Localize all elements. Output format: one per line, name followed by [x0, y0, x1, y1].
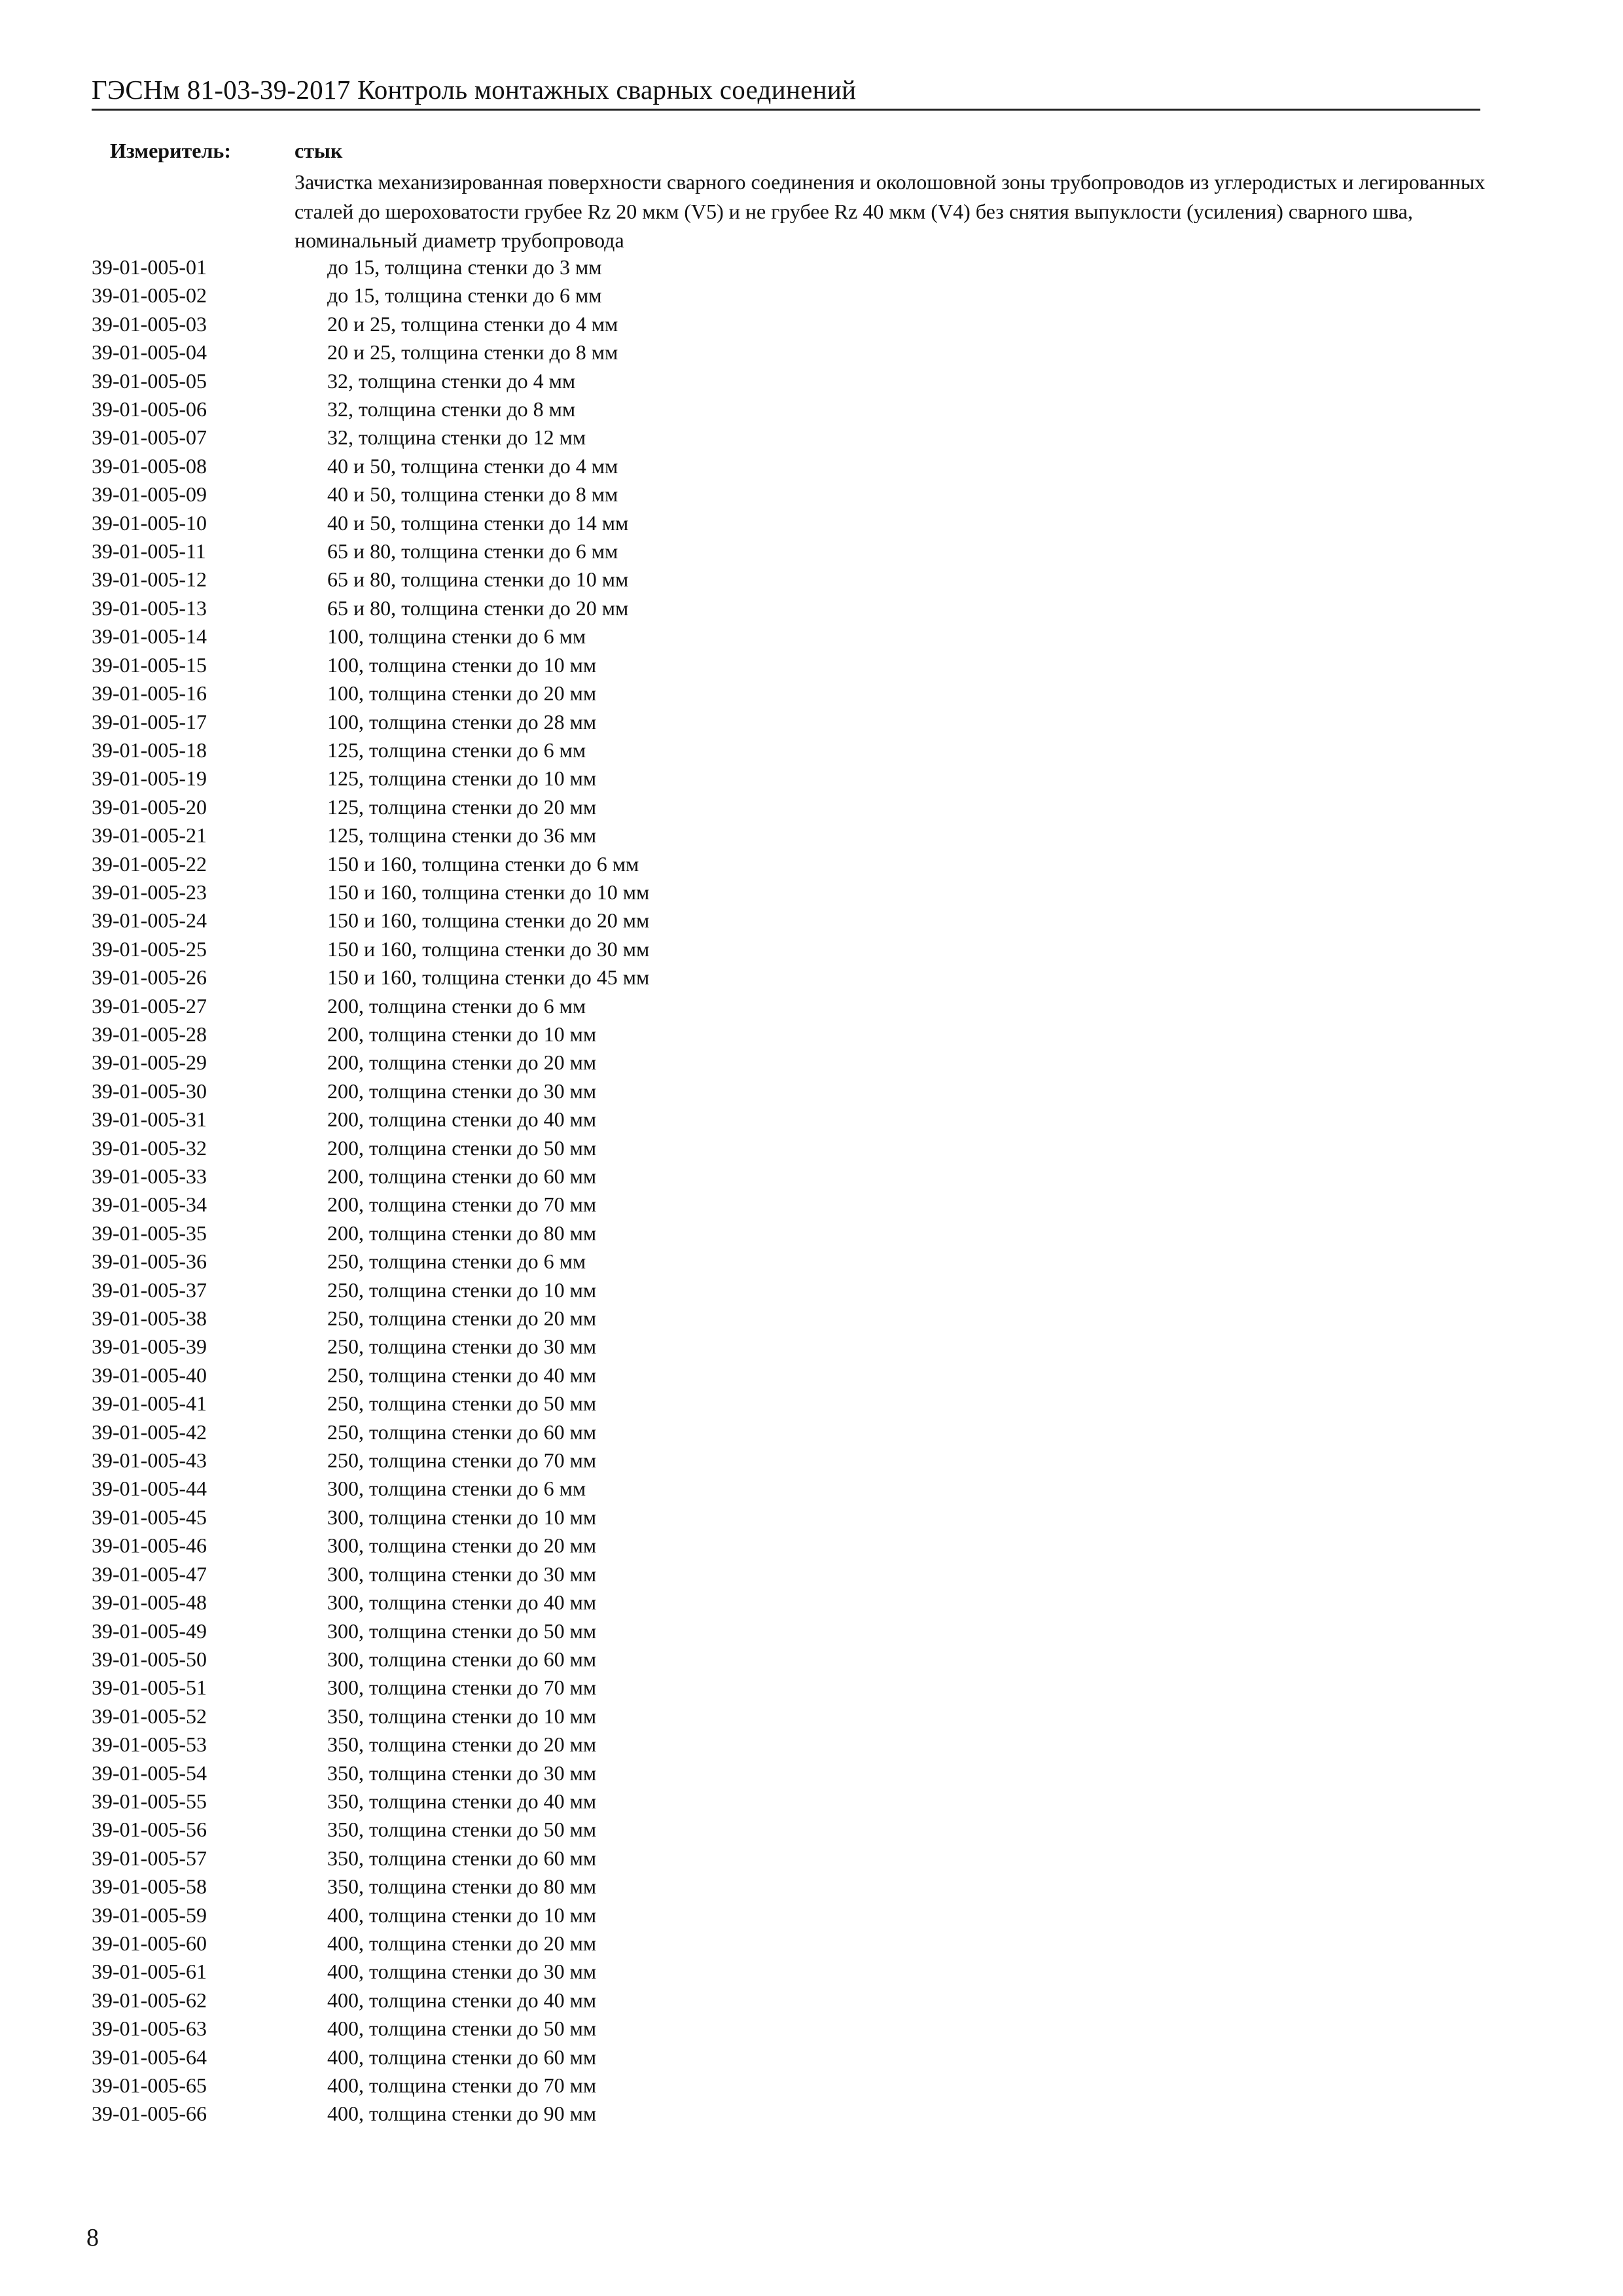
norm-code: 39-01-005-37 — [92, 1278, 207, 1302]
norm-row — [92, 736, 1466, 764]
norm-code: 39-01-005-03 — [92, 312, 207, 336]
norm-description: 300, толщина стенки до 50 мм — [327, 1619, 597, 1643]
norm-code: 39-01-005-21 — [92, 823, 207, 848]
meter-label: Измеритель: — [110, 139, 231, 162]
norm-code: 39-01-005-33 — [92, 1164, 207, 1188]
norm-description: 150 и 160, толщина стенки до 20 мм — [327, 908, 650, 933]
norm-description: 32, толщина стенки до 4 мм — [327, 368, 576, 393]
norm-row — [92, 1390, 1466, 1418]
norm-code: 39-01-005-52 — [92, 1704, 207, 1728]
norm-row — [92, 310, 1466, 338]
norm-row — [92, 1077, 1466, 1105]
norm-code: 39-01-005-48 — [92, 1590, 207, 1615]
norm-description: 400, толщина стенки до 30 мм — [327, 1960, 597, 1984]
norm-code: 39-01-005-30 — [92, 1079, 207, 1103]
norm-row — [92, 367, 1466, 395]
norm-description: 200, толщина стенки до 60 мм — [327, 1164, 597, 1188]
norm-code: 39-01-005-61 — [92, 1960, 207, 1984]
norm-code: 39-01-005-66 — [92, 2102, 207, 2126]
norm-description: 200, толщина стенки до 30 мм — [327, 1079, 597, 1103]
norm-row — [92, 1588, 1466, 1617]
norm-code: 39-01-005-07 — [92, 425, 207, 450]
norm-code: 39-01-005-25 — [92, 937, 207, 961]
norm-description: 250, толщина стенки до 30 мм — [327, 1335, 597, 1359]
norm-description: 150 и 160, толщина стенки до 6 мм — [327, 852, 639, 876]
norm-row — [92, 452, 1466, 480]
norm-code: 39-01-005-05 — [92, 368, 207, 393]
norm-row — [92, 1986, 1466, 2015]
norm-row — [92, 850, 1466, 878]
norm-code: 39-01-005-58 — [92, 1874, 207, 1899]
norm-code: 39-01-005-31 — [92, 1107, 207, 1132]
norm-row — [92, 253, 1466, 281]
norm-description: 250, толщина стенки до 60 мм — [327, 1420, 597, 1444]
norm-description: 20 и 25, толщина стенки до 8 мм — [327, 340, 618, 365]
norm-code: 39-01-005-56 — [92, 1818, 207, 1842]
norm-description: 300, толщина стенки до 30 мм — [327, 1562, 597, 1586]
norm-description: 350, толщина стенки до 80 мм — [327, 1874, 597, 1899]
norm-row — [92, 2015, 1466, 2043]
norm-code: 39-01-005-11 — [92, 539, 206, 564]
norm-row — [92, 935, 1466, 963]
norm-code: 39-01-005-62 — [92, 1988, 207, 2012]
norm-description: 400, толщина стенки до 50 мм — [327, 2017, 597, 2041]
norm-description: 300, толщина стенки до 20 мм — [327, 1534, 597, 1558]
norm-code: 39-01-005-19 — [92, 766, 207, 791]
norm-row — [92, 281, 1466, 310]
norm-row — [92, 651, 1466, 679]
norm-row — [92, 1645, 1466, 1674]
norm-code: 39-01-005-04 — [92, 340, 207, 365]
norm-description: 350, толщина стенки до 40 мм — [327, 1789, 597, 1813]
norm-row — [92, 1020, 1466, 1049]
norm-row — [92, 338, 1466, 367]
norm-description: 350, толщина стенки до 10 мм — [327, 1704, 597, 1728]
norm-code: 39-01-005-13 — [92, 596, 207, 620]
norm-row — [92, 480, 1466, 509]
norm-description: 32, толщина стенки до 8 мм — [327, 397, 576, 422]
norm-row — [92, 1674, 1466, 1702]
norm-code: 39-01-005-59 — [92, 1903, 207, 1927]
norm-description: 400, толщина стенки до 10 мм — [327, 1903, 597, 1927]
norm-code: 39-01-005-51 — [92, 1676, 207, 1700]
norm-description: 250, толщина стенки до 50 мм — [327, 1391, 597, 1416]
norm-row — [92, 1844, 1466, 1873]
norm-description: 150 и 160, толщина стенки до 45 мм — [327, 965, 650, 990]
norm-code: 39-01-005-22 — [92, 852, 207, 876]
norm-description: 350, толщина стенки до 20 мм — [327, 1732, 597, 1757]
norm-code: 39-01-005-46 — [92, 1534, 207, 1558]
norm-row — [92, 1361, 1466, 1390]
meter-value: стык — [294, 139, 343, 162]
norm-code: 39-01-005-17 — [92, 709, 207, 734]
norm-row — [92, 1475, 1466, 1503]
norm-code: 39-01-005-65 — [92, 2073, 207, 2097]
norm-description: 250, толщина стенки до 20 мм — [327, 1306, 597, 1331]
norm-description: 350, толщина стенки до 60 мм — [327, 1846, 597, 1870]
norm-row — [92, 423, 1466, 452]
norm-description: 200, толщина стенки до 6 мм — [327, 994, 586, 1018]
norm-code: 39-01-005-06 — [92, 397, 207, 422]
norm-row — [92, 821, 1466, 850]
norm-row — [92, 992, 1466, 1020]
norm-code: 39-01-005-35 — [92, 1221, 207, 1245]
norm-row — [92, 1446, 1466, 1475]
norm-list — [92, 253, 1466, 2128]
norm-description: 125, толщина стенки до 36 мм — [327, 823, 597, 848]
norm-row — [92, 1105, 1466, 1134]
norm-row — [92, 1901, 1466, 1929]
norm-code: 39-01-005-38 — [92, 1306, 207, 1331]
norm-description: 125, толщина стенки до 20 мм — [327, 795, 597, 819]
norm-code: 39-01-005-55 — [92, 1789, 207, 1813]
norm-code: 39-01-005-10 — [92, 511, 207, 535]
norm-description: 200, толщина стенки до 50 мм — [327, 1136, 597, 1160]
norm-code: 39-01-005-43 — [92, 1448, 207, 1473]
norm-description: 65 и 80, толщина стенки до 10 мм — [327, 567, 629, 592]
norm-row — [92, 963, 1466, 992]
norm-code: 39-01-005-27 — [92, 994, 207, 1018]
norm-description: 150 и 160, толщина стенки до 10 мм — [327, 880, 650, 904]
norm-code: 39-01-005-14 — [92, 624, 207, 649]
norm-row — [92, 1304, 1466, 1333]
norm-row — [92, 1816, 1466, 1844]
norm-code: 39-01-005-26 — [92, 965, 207, 990]
norm-description: 300, толщина стенки до 40 мм — [327, 1590, 597, 1615]
norm-row — [92, 622, 1466, 651]
norm-row — [92, 1134, 1466, 1162]
norm-code: 39-01-005-32 — [92, 1136, 207, 1160]
page-number: 8 — [86, 2224, 99, 2251]
norm-code: 39-01-005-54 — [92, 1761, 207, 1785]
norm-row — [92, 906, 1466, 935]
norm-description: 400, толщина стенки до 60 мм — [327, 2045, 597, 2069]
norm-row — [92, 878, 1466, 906]
norm-code: 39-01-005-45 — [92, 1505, 207, 1529]
norm-code: 39-01-005-01 — [92, 255, 207, 279]
norm-description: 65 и 80, толщина стенки до 20 мм — [327, 596, 629, 620]
norm-row — [92, 1731, 1466, 1759]
norm-description: 100, толщина стенки до 20 мм — [327, 681, 597, 706]
norm-row — [92, 708, 1466, 736]
norm-code: 39-01-005-50 — [92, 1647, 207, 1671]
norm-code: 39-01-005-49 — [92, 1619, 207, 1643]
norm-description: 400, толщина стенки до 70 мм — [327, 2073, 597, 2097]
norm-description: 350, толщина стенки до 50 мм — [327, 1818, 597, 1842]
norm-row — [92, 1759, 1466, 1787]
norm-row — [92, 1873, 1466, 1901]
norm-description: 250, толщина стенки до 40 мм — [327, 1363, 597, 1387]
norm-code: 39-01-005-39 — [92, 1335, 207, 1359]
norm-row — [92, 1418, 1466, 1446]
norm-description: 65 и 80, толщина стенки до 6 мм — [327, 539, 618, 564]
norm-code: 39-01-005-16 — [92, 681, 207, 706]
norm-row — [92, 1049, 1466, 1077]
norm-description: 200, толщина стенки до 70 мм — [327, 1193, 597, 1217]
norm-code: 39-01-005-64 — [92, 2045, 207, 2069]
norm-description: 200, толщина стенки до 20 мм — [327, 1050, 597, 1075]
norm-description: 20 и 25, толщина стенки до 4 мм — [327, 312, 618, 336]
norm-description: 125, толщина стенки до 10 мм — [327, 766, 597, 791]
norm-row — [92, 1787, 1466, 1816]
norm-description: 40 и 50, толщина стенки до 14 мм — [327, 511, 629, 535]
norm-row — [92, 594, 1466, 622]
norm-description: 300, толщина стенки до 60 мм — [327, 1647, 597, 1671]
norm-row — [92, 1617, 1466, 1645]
norm-row — [92, 1247, 1466, 1276]
norm-description: 250, толщина стенки до 6 мм — [327, 1249, 586, 1274]
norm-code: 39-01-005-18 — [92, 738, 207, 762]
norm-description: 400, толщина стенки до 20 мм — [327, 1931, 597, 1955]
norm-code: 39-01-005-40 — [92, 1363, 207, 1387]
norm-description: до 15, толщина стенки до 6 мм — [327, 283, 602, 308]
norm-description: 100, толщина стенки до 6 мм — [327, 624, 586, 649]
norm-row — [92, 1958, 1466, 1986]
norm-code: 39-01-005-34 — [92, 1193, 207, 1217]
norm-description: 400, толщина стенки до 90 мм — [327, 2102, 597, 2126]
norm-row — [92, 1702, 1466, 1731]
norm-row — [92, 509, 1466, 537]
norm-row — [92, 1219, 1466, 1247]
work-description: Зачистка механизированная поверхности сварного соединения и околошовной зоны трубопроводов из углеродистых и легированных сталей до шероховатости грубее Rz 20 мкм (V5) и не грубее Rz 40 мкм (V4) без снятия выпуклости (усиления) сварного шва, номинальный диаметр трубопровода — [294, 170, 1486, 252]
norm-description: 40 и 50, толщина стенки до 4 мм — [327, 454, 618, 478]
norm-code: 39-01-005-28 — [92, 1022, 207, 1046]
header-divider — [92, 109, 1480, 111]
norm-code: 39-01-005-60 — [92, 1931, 207, 1955]
norm-description: 125, толщина стенки до 6 мм — [327, 738, 586, 762]
norm-description: 200, толщина стенки до 80 мм — [327, 1221, 597, 1245]
document-header-title: ГЭСНм 81-03-39-2017 Контроль монтажных сварных соединений — [92, 75, 857, 105]
norm-description: 100, толщина стенки до 10 мм — [327, 653, 597, 677]
norm-description: 200, толщина стенки до 40 мм — [327, 1107, 597, 1132]
norm-row — [92, 1191, 1466, 1219]
norm-code: 39-01-005-09 — [92, 482, 207, 507]
norm-code: 39-01-005-57 — [92, 1846, 207, 1870]
norm-description: 100, толщина стенки до 28 мм — [327, 709, 597, 734]
norm-description: 400, толщина стенки до 40 мм — [327, 1988, 597, 2012]
norm-code: 39-01-005-42 — [92, 1420, 207, 1444]
norm-description: 200, толщина стенки до 10 мм — [327, 1022, 597, 1046]
norm-description: 300, толщина стенки до 70 мм — [327, 1676, 597, 1700]
norm-description: до 15, толщина стенки до 3 мм — [327, 255, 602, 279]
norm-description: 300, толщина стенки до 10 мм — [327, 1505, 597, 1529]
norm-code: 39-01-005-47 — [92, 1562, 207, 1586]
norm-code: 39-01-005-63 — [92, 2017, 207, 2041]
norm-row — [92, 793, 1466, 821]
norm-code: 39-01-005-02 — [92, 283, 207, 308]
norm-description: 150 и 160, толщина стенки до 30 мм — [327, 937, 650, 961]
norm-description: 32, толщина стенки до 12 мм — [327, 425, 586, 450]
norm-row — [92, 2100, 1466, 2128]
norm-code: 39-01-005-36 — [92, 1249, 207, 1274]
norm-code: 39-01-005-53 — [92, 1732, 207, 1757]
norm-code: 39-01-005-29 — [92, 1050, 207, 1075]
norm-description: 250, толщина стенки до 70 мм — [327, 1448, 597, 1473]
norm-code: 39-01-005-15 — [92, 653, 207, 677]
norm-row — [92, 1333, 1466, 1361]
norm-row — [92, 1162, 1466, 1191]
norm-row — [92, 679, 1466, 708]
norm-row — [92, 1560, 1466, 1588]
norm-row — [92, 1532, 1466, 1560]
norm-row — [92, 764, 1466, 793]
norm-code: 39-01-005-44 — [92, 1477, 207, 1501]
norm-description: 40 и 50, толщина стенки до 8 мм — [327, 482, 618, 507]
norm-code: 39-01-005-12 — [92, 567, 207, 592]
norm-code: 39-01-005-20 — [92, 795, 207, 819]
norm-code: 39-01-005-23 — [92, 880, 207, 904]
norm-row — [92, 1276, 1466, 1304]
norm-code: 39-01-005-24 — [92, 908, 207, 933]
norm-description: 300, толщина стенки до 6 мм — [327, 1477, 586, 1501]
norm-row — [92, 1503, 1466, 1532]
norm-code: 39-01-005-41 — [92, 1391, 207, 1416]
norm-code: 39-01-005-08 — [92, 454, 207, 478]
norm-row — [92, 395, 1466, 423]
norm-row — [92, 537, 1466, 565]
norm-row — [92, 2072, 1466, 2100]
norm-description: 250, толщина стенки до 10 мм — [327, 1278, 597, 1302]
norm-description: 350, толщина стенки до 30 мм — [327, 1761, 597, 1785]
norm-row — [92, 565, 1466, 594]
norm-row — [92, 1929, 1466, 1958]
norm-row — [92, 2043, 1466, 2072]
